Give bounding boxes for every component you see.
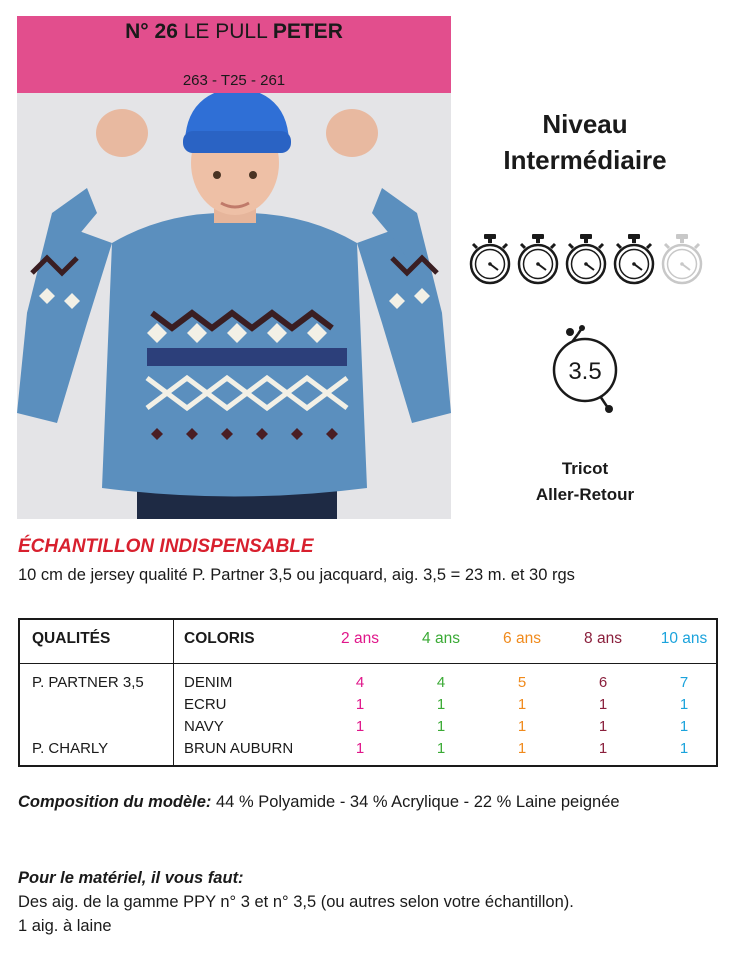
table-cell-quantity: 1: [355, 696, 365, 713]
table-cell-quantity: 1: [436, 740, 446, 757]
table-cell-quantity: 1: [679, 696, 689, 713]
technique-line2: Aller-Retour: [535, 485, 635, 504]
table-cell-quantity: 1: [598, 718, 608, 735]
model-photo: [17, 93, 451, 519]
table-header-divider: [20, 663, 716, 664]
table-cell-quantity: 6: [598, 674, 608, 691]
pattern-header: [17, 16, 451, 93]
sweater-illustration: [17, 93, 451, 519]
composition-text: 44 % Polyamide - 34 % Acrylique - 22 % Laine peignée: [211, 793, 620, 811]
table-cell-quantity: 4: [355, 674, 365, 691]
table-cell-quality: P. PARTNER 3,5: [32, 674, 144, 691]
table-cell-quantity: 1: [436, 718, 446, 735]
table-cell-quantity: 7: [679, 674, 689, 691]
pattern-number: N° 26: [125, 20, 178, 43]
difficulty-value: Intermédiaire: [503, 145, 667, 175]
table-cell-quantity: 1: [679, 740, 689, 757]
swatch-title: ÉCHANTILLON INDISPENSABLE: [18, 536, 314, 557]
table-cell-quantity: 4: [436, 674, 446, 691]
table-cell-quantity: 1: [517, 696, 527, 713]
materials-label: Pour le matériel, il vous faut:: [18, 869, 244, 887]
table-cell-color: DENIM: [184, 674, 233, 691]
table-cell-quantity: 5: [517, 674, 527, 691]
table-cell-quantity: 1: [679, 718, 689, 735]
swatch-text: 10 cm de jersey qualité P. Partner 3,5 ou jacquard, aig. 3,5 = 23 m. et 30 rgs: [18, 566, 575, 584]
difficulty-level: [470, 106, 700, 178]
header-coloris: COLORIS: [184, 630, 255, 647]
table-cell-quantity: 1: [517, 718, 527, 735]
needle-size-icon: [548, 324, 624, 414]
table-cell-quantity: 1: [598, 696, 608, 713]
composition: [18, 790, 723, 814]
materials: [18, 866, 728, 938]
header-qualites: QUALITÉS: [32, 630, 111, 647]
difficulty-label: Niveau: [542, 109, 628, 139]
pattern-name: PETER: [272, 20, 343, 43]
header-size: 6 ans: [503, 630, 541, 647]
difficulty-rating: [467, 232, 707, 286]
table-cell-quantity: 1: [436, 696, 446, 713]
technique: [470, 456, 700, 508]
table-cell-quantity: 1: [355, 718, 365, 735]
stopwatch-empty-icon: [659, 232, 705, 286]
pattern-refs: 263 - T25 - 261: [182, 72, 286, 89]
composition-label: Composition du modèle:: [18, 793, 212, 811]
table-column-divider: [173, 620, 174, 765]
pattern-title: [17, 20, 451, 44]
table-cell-color: ECRU: [184, 696, 227, 713]
header-size: 4 ans: [422, 630, 460, 647]
stopwatch-filled-icon: [467, 232, 513, 286]
table-cell-quality: P. CHARLY: [32, 740, 109, 757]
header-size: 10 ans: [660, 630, 708, 647]
table-cell-quantity: 1: [517, 740, 527, 757]
header-size: 2 ans: [341, 630, 379, 647]
needle-size-value: 3.5: [568, 358, 602, 385]
materials-line2: 1 aig. à laine: [18, 917, 112, 935]
table-cell-quantity: 1: [355, 740, 365, 757]
stopwatch-filled-icon: [611, 232, 657, 286]
table-cell-color: BRUN AUBURN: [184, 740, 294, 757]
technique-line1: Tricot: [561, 459, 609, 478]
table-cell-quantity: 1: [598, 740, 608, 757]
pattern-title-mid: LE PULL: [177, 20, 273, 43]
header-size: 8 ans: [584, 630, 622, 647]
table-cell-color: NAVY: [184, 718, 224, 735]
stopwatch-filled-icon: [515, 232, 561, 286]
stopwatch-filled-icon: [563, 232, 609, 286]
quantities-table: [18, 618, 718, 767]
materials-line1: Des aig. de la gamme PPY n° 3 et n° 3,5 (ou autres selon votre échantillon).: [18, 893, 574, 911]
